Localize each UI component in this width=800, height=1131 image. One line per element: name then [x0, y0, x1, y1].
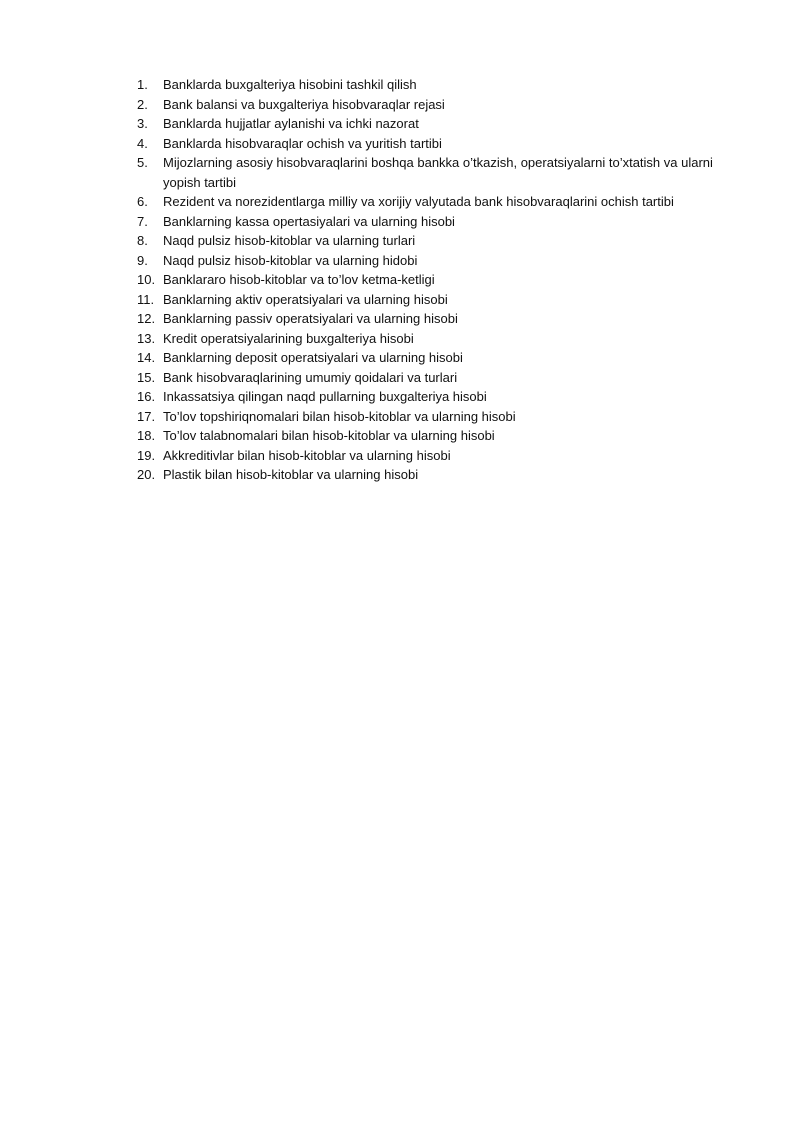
list-item [0, 290, 800, 310]
list-item-number: 7. [137, 213, 148, 229]
list-item-number: 9. [137, 252, 148, 268]
list-item [0, 134, 800, 154]
list-item-number: 12. [137, 311, 156, 326]
list-item-text: Banklarda buxgalteriya hisobini tashkil qilish [163, 77, 417, 92]
list-item [0, 114, 800, 134]
list-item [0, 368, 800, 388]
list-item-text: To’lov talabnomalari bilan hisob-kitoblar va ularning hisobi [163, 428, 495, 443]
list-item [0, 231, 800, 251]
list-item [0, 446, 800, 466]
list-item-text: Akkreditivlar bilan hisob-kitoblar va ularning hisobi [163, 447, 451, 463]
list-item [0, 309, 800, 329]
list-item [0, 426, 800, 446]
list-item [0, 270, 800, 290]
topic-list [0, 75, 800, 485]
list-item-number: 2. [137, 96, 148, 112]
list-item-number: 19. [137, 447, 156, 463]
list-item-text: Bank balansi va buxgalteriya hisobvaraqlar rejasi [163, 96, 445, 112]
list-item [0, 212, 800, 232]
list-item [0, 387, 800, 407]
list-item-number: 8. [137, 233, 148, 248]
list-item-number: 10. [137, 272, 156, 287]
list-item-number: 20. [137, 467, 156, 482]
list-item-number: 13. [137, 330, 156, 346]
list-item-text: Banklarda hujjatlar aylanishi va ichki nazorat [163, 116, 419, 131]
list-item [0, 348, 800, 368]
list-item-text: Kredit operatsiyalarining buxgalteriya hisobi [163, 330, 414, 346]
list-item [0, 192, 800, 212]
list-item [0, 95, 800, 115]
list-item [0, 251, 800, 271]
list-item-text: Banklarning aktiv operatsiyalari va ularning hisobi [163, 291, 448, 307]
list-item [0, 153, 800, 192]
list-item-text: Mijozlarning asosiy hisobvaraqlarini boshqa bankka o’tkazish, operatsiyalarni to’xtatish va ularni yopish tartibi [163, 155, 713, 190]
list-item-text: Banklarning deposit operatsiyalari va ularning hisobi [163, 350, 463, 365]
list-item-text: To’lov topshiriqnomalari bilan hisob-kitoblar va ularning hisobi [163, 408, 516, 424]
list-item-number: 5. [137, 155, 148, 170]
list-item-text: Banklarda hisobvaraqlar ochish va yuritish tartibi [163, 135, 442, 151]
list-item-number: 18. [137, 428, 156, 443]
list-item-text: Inkassatsiya qilingan naqd pullarning buxgalteriya hisobi [163, 389, 487, 404]
list-item-text: Rezident va norezidentlarga milliy va xorijiy valyutada bank hisobvaraqlarini ochish tartibi [163, 194, 674, 209]
list-item-number: 14. [137, 350, 156, 365]
list-item-number: 15. [137, 369, 156, 385]
list-item-number: 17. [137, 408, 156, 424]
list-item-text: Naqd pulsiz hisob-kitoblar va ularning hidobi [163, 252, 418, 268]
list-item-number: 6. [137, 194, 148, 209]
list-item [0, 465, 800, 485]
list-item-text: Bank hisobvaraqlarining umumiy qoidalari va turlari [163, 369, 458, 385]
list-item-number: 11. [137, 291, 155, 307]
list-item-text: Banklararo hisob-kitoblar va to’lov ketma-ketligi [163, 272, 435, 287]
list-item-number: 4. [137, 135, 148, 151]
list-item-number: 16. [137, 389, 156, 404]
list-item-text: Naqd pulsiz hisob-kitoblar va ularning turlari [163, 233, 416, 248]
list-item-number: 3. [137, 116, 148, 131]
list-item [0, 329, 800, 349]
list-item-text: Plastik bilan hisob-kitoblar va ularning hisobi [163, 467, 419, 482]
list-item [0, 75, 800, 95]
list-item-text: Banklarning passiv operatsiyalari va ularning hisobi [163, 311, 458, 326]
list-item-number: 1. [137, 77, 148, 92]
list-item [0, 407, 800, 427]
list-item-text: Banklarning kassa opertasiyalari va ularning hisobi [163, 213, 455, 229]
